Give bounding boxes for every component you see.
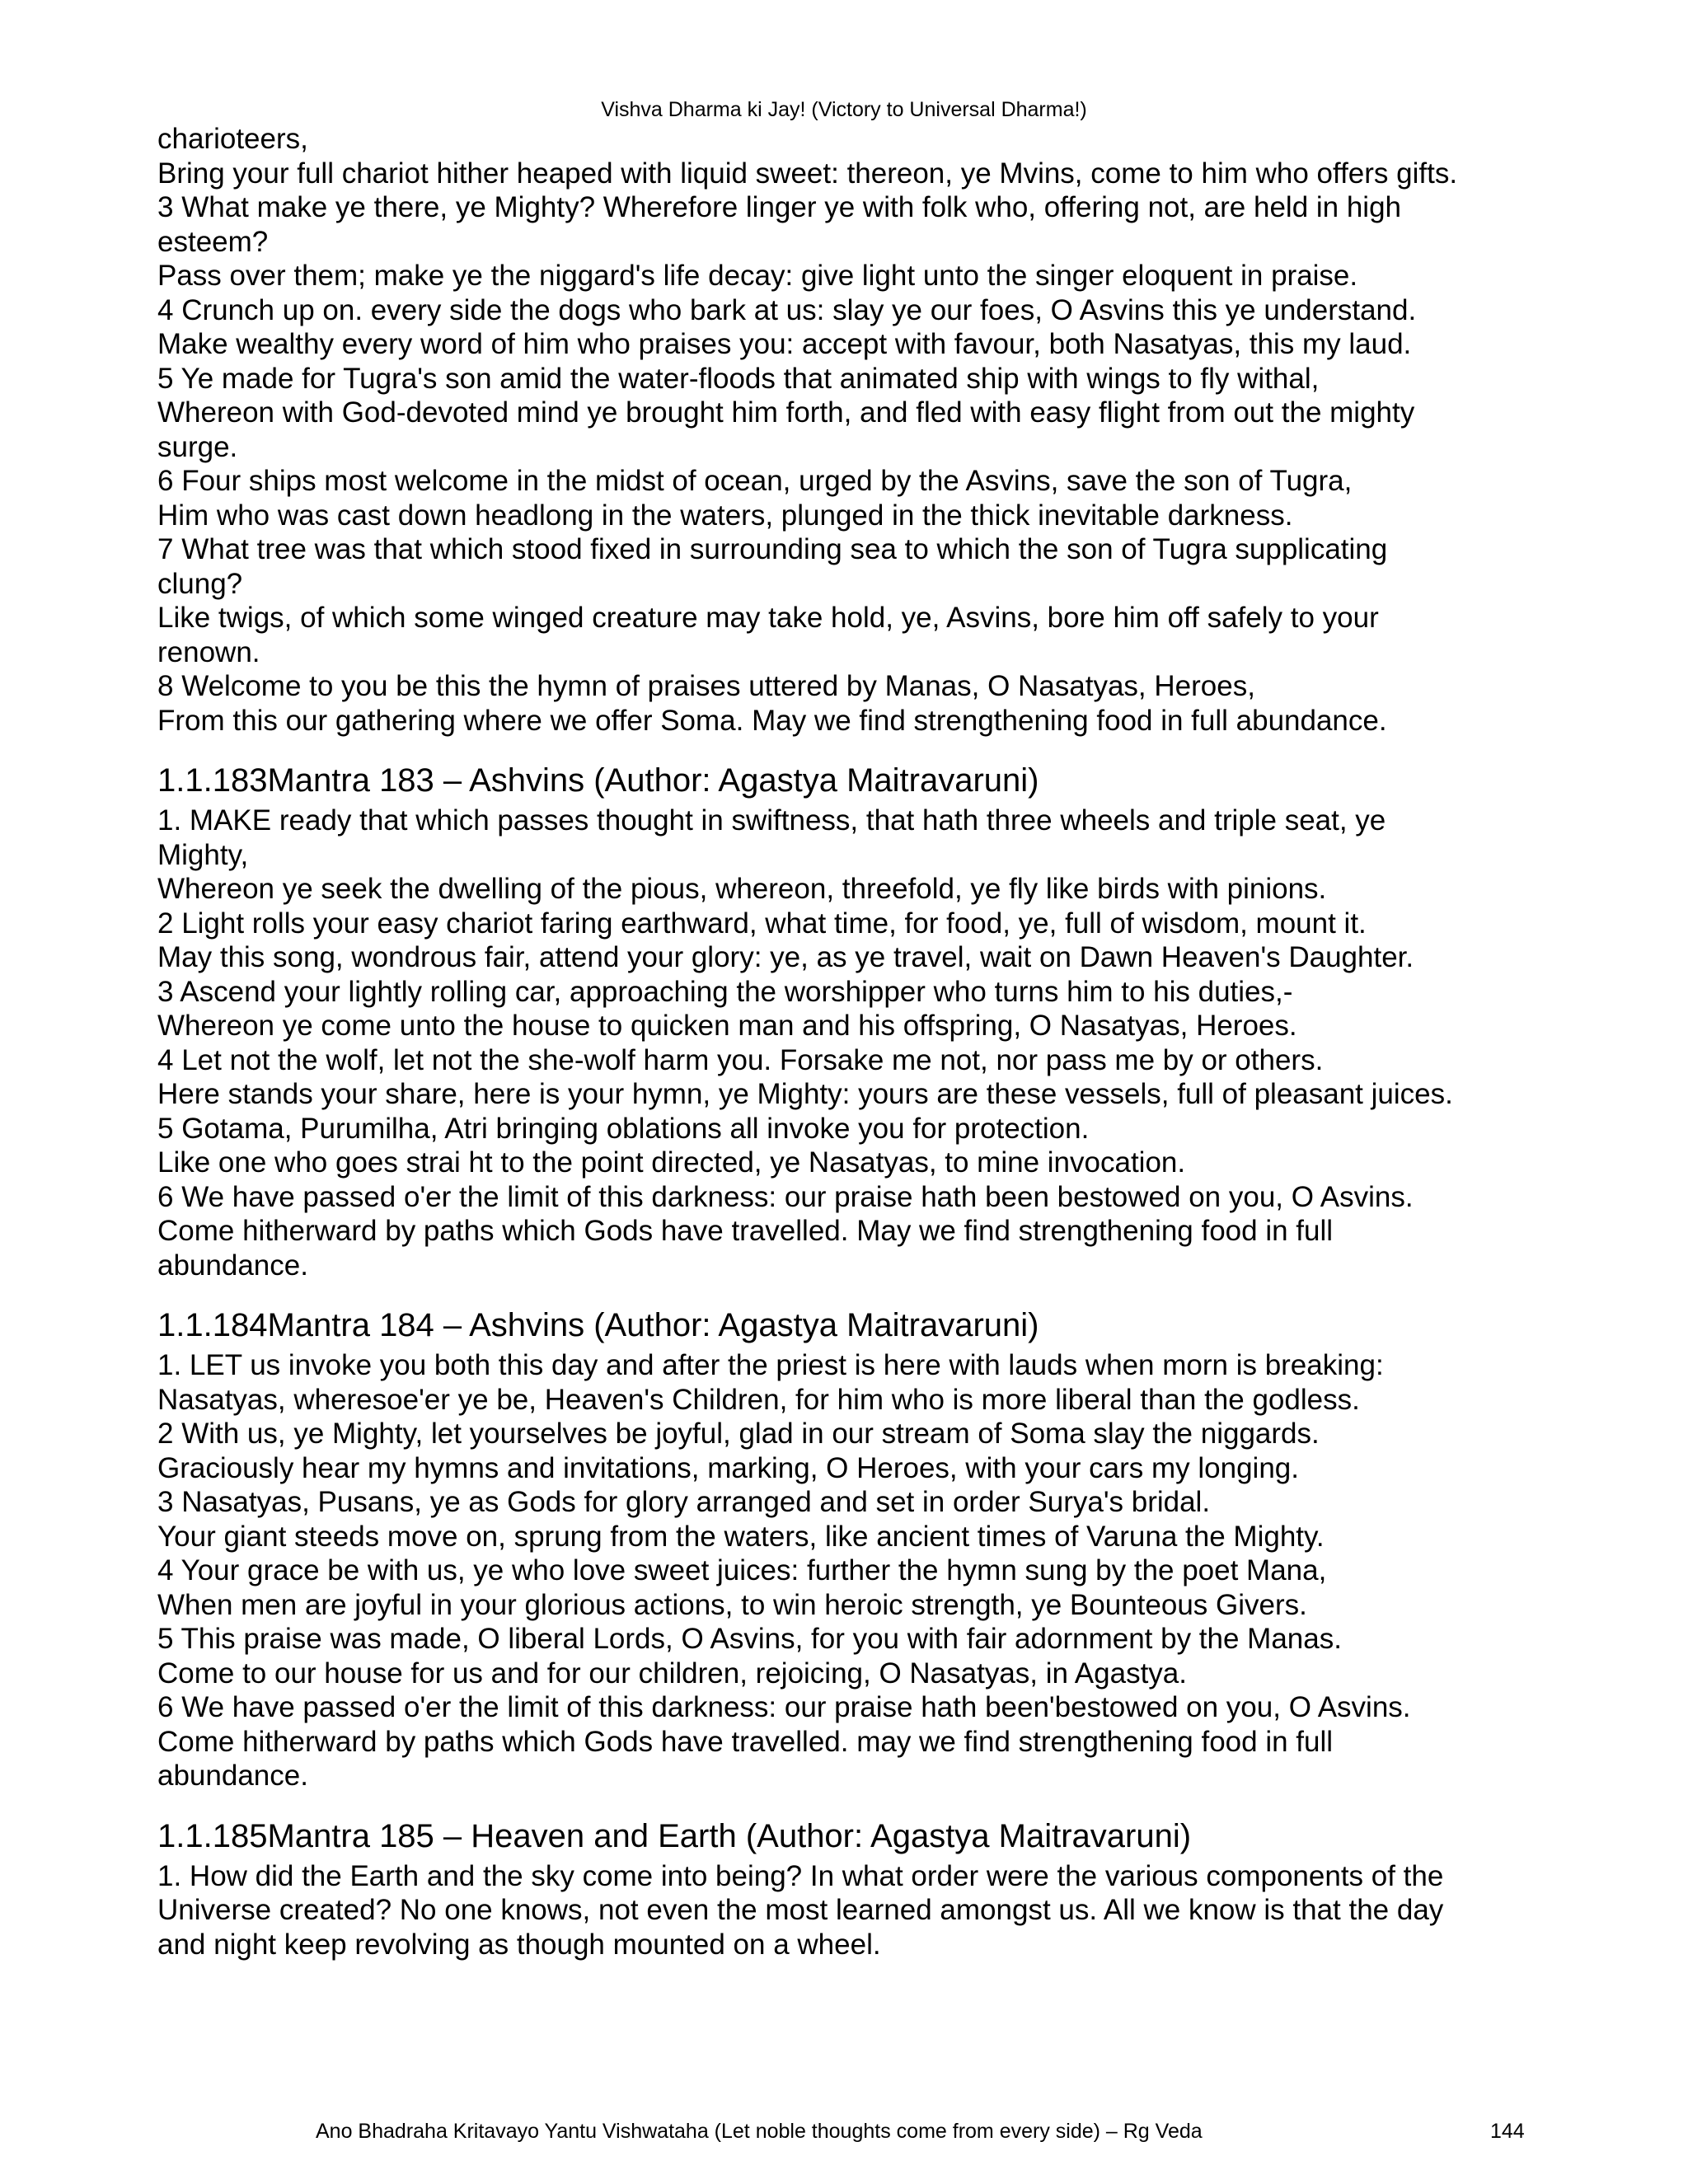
mantra-section [157,761,1542,1282]
text-line: 8 Welcome to you be this the hymn of praises uttered by Manas, O Nasatyas, Heroes, [157,670,1255,702]
text-line: 3 Nasatyas, Pusans, ye as Gods for glory arranged and set in order Surya's bridal. [157,1486,1211,1518]
page-content [157,122,1542,1961]
text-line: Come hitherward by paths which Gods have travelled. may we find strengthening food in full [157,1725,1334,1758]
sections-container [157,761,1542,1961]
mantra-section [157,1816,1542,1962]
text-line: clung? [157,567,243,600]
text-line: 2 With us, ye Mighty, let yourselves be joyful, glad in our stream of Soma slay the niggards. [157,1418,1320,1450]
text-line: 4 Crunch up on. every side the dogs who bark at us: slay ye our foes, O Asvins this ye understand. [157,293,1417,326]
text-line: Graciously hear my hymns and invitations, marking, O Heroes, with your cars my longing. [157,1451,1299,1484]
text-line: Here stands your share, here is your hymn, ye Mighty: yours are these vessels, full of pleasant juices. [157,1078,1453,1110]
text-line: May this song, wondrous fair, attend your glory: ye, as ye travel, wait on Dawn Heaven's Daughter. [157,941,1414,973]
intro-block [157,122,1542,738]
text-line: Mighty, [157,838,249,871]
text-line: charioteers, [157,123,308,155]
text-line: Him who was cast down headlong in the waters, plunged in the thick inevitable darkness. [157,499,1293,532]
text-line: and night keep revolving as though mounted on a wheel. [157,1928,881,1961]
text-line: 4 Your grace be with us, ye who love sweet juices: further the hymn sung by the poet Mana, [157,1554,1327,1586]
section-title: 1.1.184Mantra 184 – Ashvins (Author: Agastya Maitravaruni) [157,1307,1039,1343]
text-line: 7 What tree was that which stood fixed in surrounding sea to which the son of Tugra supplicating [157,533,1388,565]
text-line: abundance. [157,1760,308,1792]
mantra-section [157,1305,1542,1793]
text-line: 6 We have passed o'er the limit of this darkness: our praise hath been bestowed on you, O Asvins. [157,1180,1414,1213]
section-title: 1.1.183Mantra 183 – Ashvins (Author: Agastya Maitravaruni) [157,762,1039,799]
text-line: 1. MAKE ready that which passes thought in swiftness, that hath three wheels and triple seat, ye [157,804,1386,837]
text-line: Whereon with God-devoted mind ye brought him forth, and fled with easy flight from out the mighty [157,396,1415,429]
text-line: renown. [157,635,260,668]
text-line: Universe created? No one knows, not even the most learned amongst us. All we know is that the day [157,1894,1444,1926]
text-line: 6 We have passed o'er the limit of this darkness: our praise hath been'bestowed on you, O Asvins. [157,1691,1411,1723]
footer-motto: Ano Bhadraha Kritavayo Yantu Vishwataha (Let noble thoughts come from every side) – Rg Veda [316,2120,1203,2143]
text-line: 5 Gotama, Purumilha, Atri bringing oblations all invoke you for protection. [157,1112,1090,1145]
text-line: 6 Four ships most welcome in the midst of ocean, urged by the Asvins, save the son of Tugra, [157,465,1353,497]
text-line: Like one who goes strai ht to the point directed, ye Nasatyas, to mine invocation. [157,1146,1186,1179]
text-line: Nasatyas, wheresoe'er ye be, Heaven's Children, for him who is more liberal than the godless. [157,1383,1360,1416]
text-line: 1. How did the Earth and the sky come into being? In what order were the various components of the [157,1859,1444,1892]
text-line: esteem? [157,225,269,258]
text-line: Your giant steeds move on, sprung from the waters, like ancient times of Varuna the Mighty. [157,1520,1325,1553]
text-line: When men are joyful in your glorious actions, to win heroic strength, ye Bounteous Givers. [157,1588,1307,1621]
text-line: 3 Ascend your lightly rolling car, approaching the worshipper who turns him to his duties,- [157,975,1293,1008]
text-line: Pass over them; make ye the niggard's life decay: give light unto the singer eloquent in praise. [157,260,1358,292]
page-number: 144 [1490,2120,1525,2143]
text-line: Bring your full chariot hither heaped with liquid sweet: thereon, ye Mvins, come to him who offers gifts. [157,157,1458,190]
text-line: abundance. [157,1249,308,1282]
text-line: Whereon ye come unto the house to quicken man and his offspring, O Nasatyas, Heroes. [157,1010,1297,1042]
text-line: 1. LET us invoke you both this day and after the priest is here with lauds when morn is breaking: [157,1349,1384,1381]
text-line: 3 What make ye there, ye Mighty? Wherefore linger ye with folk who, offering not, are held in high [157,191,1402,223]
text-line: 4 Let not the wolf, let not the she-wolf harm you. Forsake me not, nor pass me by or others. [157,1043,1324,1076]
text-line: Come hitherward by paths which Gods have travelled. May we find strengthening food in full [157,1215,1334,1247]
text-line: Make wealthy every word of him who praises you: accept with favour, both Nasatyas, this my laud. [157,328,1412,360]
text-line: Come to our house for us and for our children, rejoicing, O Nasatyas, in Agastya. [157,1657,1187,1690]
text-line: 5 Ye made for Tugra's son amid the water-floods that animated ship with wings to fly withal, [157,362,1320,395]
text-line: Whereon ye seek the dwelling of the pious, whereon, threefold, ye fly like birds with pinions. [157,873,1327,905]
text-line: 5 This praise was made, O liberal Lords, O Asvins, for you with fair adornment by the Manas. [157,1623,1342,1655]
text-line: surge. [157,430,238,463]
section-title: 1.1.185Mantra 185 – Heaven and Earth (Author: Agastya Maitravaruni) [157,1817,1192,1854]
text-line: Like twigs, of which some winged creature may take hold, ye, Asvins, bore him off safely to your [157,602,1379,634]
text-line: From this our gathering where we offer Soma. May we find strengthening food in full abundance. [157,704,1387,737]
page-header: Vishva Dharma ki Jay! (Victory to Universal Dharma!) [601,98,1087,121]
text-line: 2 Light rolls your easy chariot faring earthward, what time, for food, ye, full of wisdom, mount it. [157,907,1367,940]
